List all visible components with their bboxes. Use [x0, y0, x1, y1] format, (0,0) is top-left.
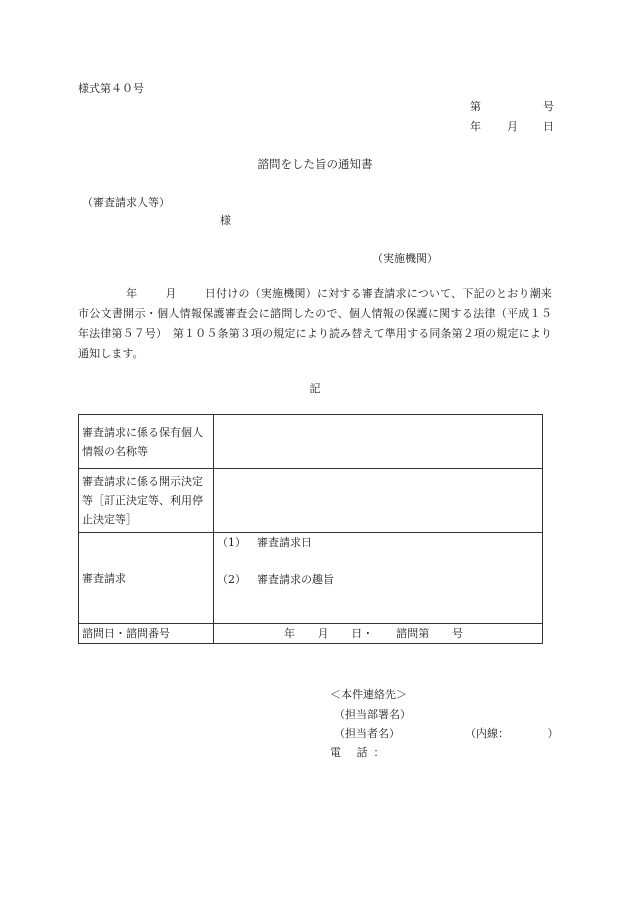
issue-date — [470, 118, 554, 134]
row-label-disclosure-decision: 審査請求に係る開示決定等［訂正決定等、利用停止決定等］ — [79, 469, 214, 533]
table-row — [79, 533, 543, 624]
document-number — [470, 98, 554, 114]
item-text: 審査請求日 — [257, 536, 312, 549]
contact-department: （担当部署名） — [334, 708, 411, 721]
form-number: 様式第４０号 — [78, 82, 144, 95]
document-number-suffix: 号 — [543, 100, 554, 113]
table-row — [79, 624, 543, 644]
row-label-review-request: 審査請求 — [79, 533, 214, 624]
table-row — [79, 469, 543, 533]
body-year: 年 — [126, 287, 138, 300]
detail-table — [78, 414, 543, 644]
ki-heading: 記 — [309, 382, 321, 395]
review-request-purpose-item — [217, 570, 539, 589]
row-value-disclosure-decision[interactable] — [214, 469, 543, 533]
notice-body — [78, 284, 552, 364]
contact-extension: （内線： ） — [465, 727, 559, 740]
sender-agency: （実施機関） — [372, 252, 438, 265]
issue-date-day: 日 — [543, 120, 554, 133]
issue-date-month: 月 — [507, 120, 518, 133]
document-number-prefix: 第 — [470, 100, 481, 113]
issue-date-year: 年 — [470, 120, 481, 133]
table-row — [79, 415, 543, 469]
item-number: （1） — [217, 536, 246, 549]
contact-person: （担当者名） — [334, 727, 400, 740]
item-number: （2） — [217, 573, 246, 586]
row-value-consultation[interactable]: 年 月 日・ 諮問第 号 — [214, 624, 543, 644]
document-title: 諮問をした旨の通知書 — [257, 157, 373, 171]
row-value-personal-info[interactable] — [214, 415, 543, 469]
review-request-date-item — [217, 533, 539, 552]
body-month: 月 — [165, 287, 177, 300]
item-text: 審査請求の趣旨 — [257, 573, 334, 586]
contact-phone: 電 話： — [330, 746, 391, 759]
contact-heading: ＜本件連絡先＞ — [330, 688, 407, 701]
row-value-review-request[interactable] — [214, 533, 543, 624]
row-label-consultation: 諮問日・諮問番号 — [79, 624, 214, 644]
honorific: 様 — [220, 214, 231, 227]
requester-label: （審査請求人等） — [82, 196, 170, 209]
row-label-personal-info: 審査請求に係る保有個人情報の名称等 — [79, 415, 214, 469]
body-text: 日付けの（実施機関）に対する審査請求について、下記のとおり潮来市公文書開示・個人情報保護審査会に諮問したので、個人情報の保護に関する法律（平成１５年法律第５７号） 第１０５条第３項の規定により読み替えて準用する同条第２項の規定により通知します。 — [78, 287, 552, 360]
